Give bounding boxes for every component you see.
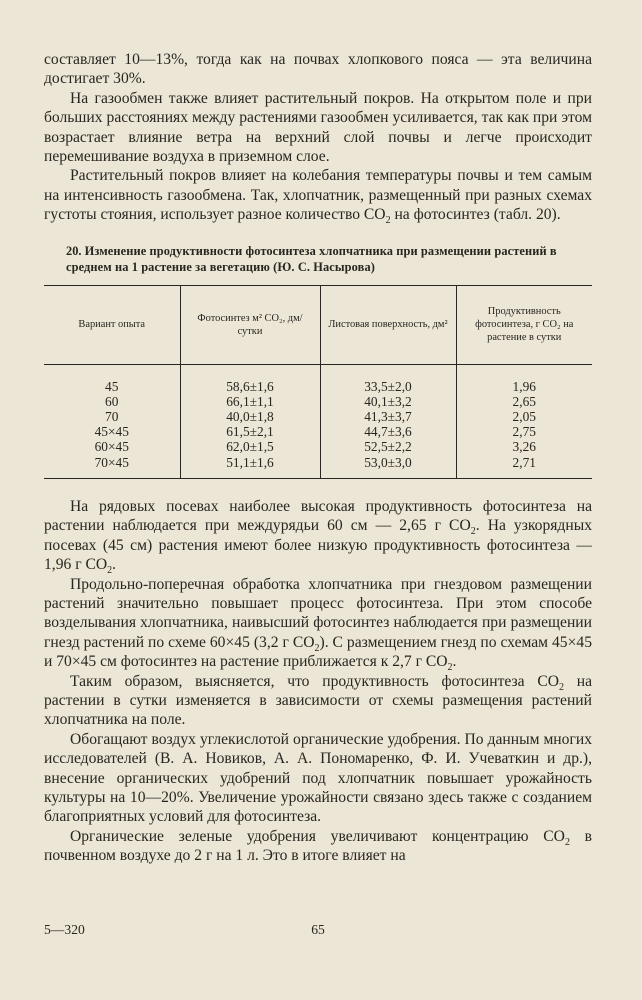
column-header-productivity: Продуктивность фотосинтеза, г CO₂ на растение в сутки	[456, 285, 592, 364]
table-header-row	[44, 285, 592, 364]
table-row	[44, 424, 592, 439]
table-cell: 60×45	[94, 439, 129, 455]
text-block-top	[44, 50, 592, 225]
paragraph: Растительный покров влияет на колебания температуры почвы и тем самым на интенсивность газообмена. Так, хлопчатник, размещенный при разных схемах густоты стояния, использует разное количество $CO_2$ на фотосинтез (табл. 20).	[44, 167, 592, 227]
column-header-variant: Вариант опыта	[44, 285, 180, 364]
table-cell: 58,6±1,6	[180, 364, 320, 394]
page-number: 65	[311, 922, 325, 937]
table-cell: 70	[105, 409, 119, 425]
table-cell: 70×45	[44, 455, 180, 479]
table-cell: 66,1±1,1	[180, 394, 320, 409]
paragraph: На рядовых посевах наиболее высокая продуктивность фотосинтеза на растении наблюдается при междурядьи 60 см — 2,65 г $CO_2$. На узкорядных посевах (45 см) растения имеют более низкую продуктивность фотосинтеза — 1,96 г $CO_2$.	[44, 497, 592, 577]
table-title: Изменение продуктивности фотосинтеза хлопчатника при размещении растений в среднем на 1 растение за вегетацию (Ю. С. Насырова)	[66, 243, 557, 274]
paragraph: Обогащают воздух углекислотой органические удобрения. По данным многих исследователей (В. А. Новиков, А. А. Пономаренко, Ф. И. Учеваткин и др.), внесение органических удобрений под хлопчатник повышает урожайность культуры на 10—20%. Увеличение урожайности связано здесь также с созданием благоприятных условий для фотосинтеза.	[44, 730, 592, 826]
table-row	[44, 409, 592, 424]
table-cell: 62,0±1,5	[180, 439, 320, 454]
table-cell: 1,96	[456, 364, 592, 394]
table-row	[44, 455, 592, 479]
table-cell: 45	[105, 378, 119, 394]
page-body	[44, 50, 592, 866]
printer-signature: 5—320	[44, 922, 85, 937]
data-table	[44, 285, 592, 479]
table-cell: 41,3±3,7	[320, 409, 456, 424]
table-cell: 40,1±3,2	[320, 394, 456, 409]
table-row	[44, 439, 592, 454]
table-cell: 2,75	[456, 424, 592, 439]
paragraph: Органические зеленые удобрения увеличивают концентрацию $CO_2$ в почвенном воздухе до 2 г на 1 л. Это в итоге влияет на	[44, 827, 592, 865]
column-header-photosynthesis: Фотосинтез м² CO₂, дм/сутки	[180, 285, 320, 364]
table-cell: 44,7±3,6	[320, 424, 456, 439]
table-row	[44, 394, 592, 409]
table-cell: 40,0±1,8	[180, 409, 320, 424]
table-cell: 2,05	[456, 409, 592, 424]
table-cell: 2,71	[456, 455, 592, 479]
table-number: 20.	[66, 243, 82, 258]
table-cell: 45×45	[94, 424, 129, 440]
paragraph: составляет 10—13%, тогда как на почвах хлопкового пояса — эта величина достигает 30%.	[44, 51, 592, 88]
paragraph: Таким образом, выясняется, что продуктивность фотосинтеза $CO_2$ на растении в сутки изменяется в зависимости от схемы размещения растений хлопчатника на поле.	[44, 672, 592, 729]
table-cell: 60	[105, 393, 119, 409]
table-caption	[44, 243, 592, 275]
table-cell: 3,26	[456, 439, 592, 454]
table-body	[44, 364, 592, 478]
text-block-bottom	[44, 497, 592, 866]
table-cell: 33,5±2,0	[320, 364, 456, 394]
table-cell: 2,65	[456, 394, 592, 409]
table-cell: 61,5±2,1	[180, 424, 320, 439]
table-cell: 51,1±1,6	[180, 455, 320, 479]
paragraph: На газообмен также влияет растительный покров. На открытом поле и при больших расстояниях между растениями газообмен усиливается, так как при этом возрастает влияние ветра на верхний слой почвы и легче происходит перемешивание воздуха в приземном слое.	[44, 89, 592, 166]
paragraph: Продольно-поперечная обработка хлопчатника при гнездовом размещении растений значительно повышает процесс фотосинтеза. При этом способе возделывания хлопчатника, наивысший фотосинтез наблюдается при размещении гнезд растений по схеме 60×45 (3,2 г $CO_2$). С размещением гнезд по схемам 45×45 и 70×45 см фотосинтез на растение приближается к 2,7 г $CO_2$.	[44, 575, 592, 674]
table-cell: 53,0±3,0	[320, 455, 456, 479]
column-header-leaf-surface: Листовая поверхность, дм²	[320, 285, 456, 364]
table-row	[44, 364, 592, 394]
table-cell: 52,5±2,2	[320, 439, 456, 454]
